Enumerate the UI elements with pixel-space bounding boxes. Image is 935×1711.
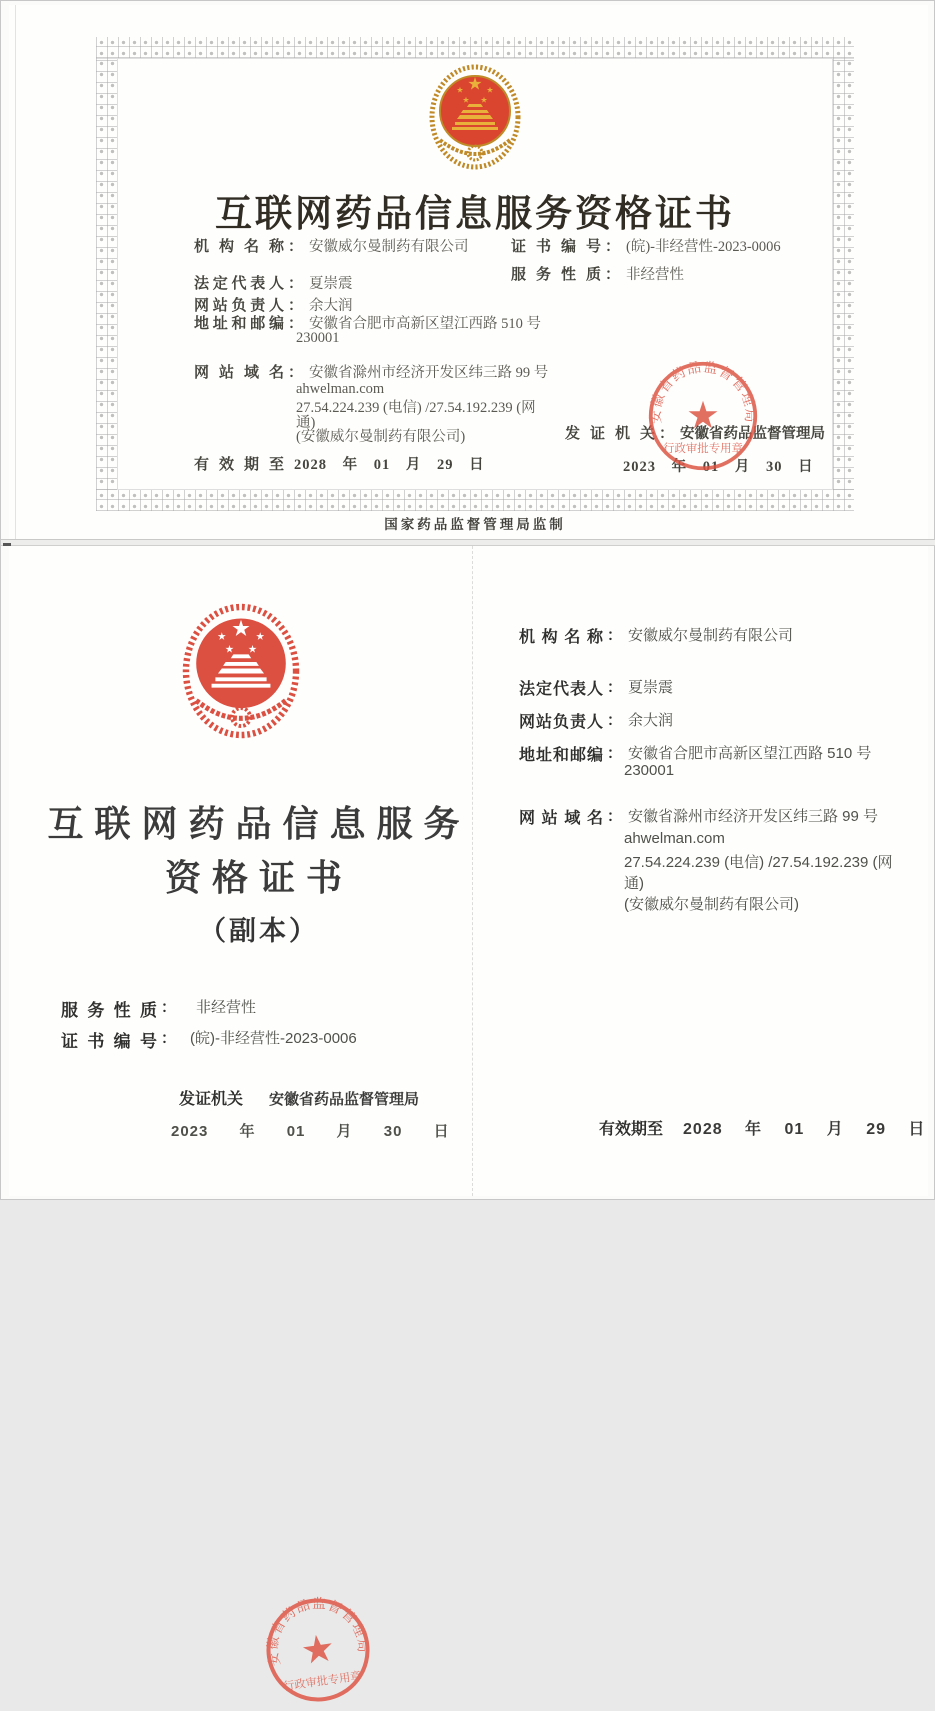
org-label: 机构名称: [519, 629, 603, 646]
national-emblem-icon: [425, 61, 525, 173]
domain-line3: 27.54.224.239 (电信) /27.54.192.239 (网: [624, 854, 893, 871]
domain-line4: 通): [296, 415, 316, 431]
domain-line2: ahwelman.com: [624, 830, 725, 847]
service-nature-label: 服务性质: [61, 1001, 157, 1020]
duplicate-title-line2: 资格证书: [164, 857, 353, 898]
valid-until-label: 有效期至: [599, 1121, 664, 1138]
webmaster-value: 余大润: [628, 712, 674, 729]
cert-no-label: 证书编号: [61, 1032, 157, 1051]
field-org: 机构名称 ： 安徽威尔曼制药有限公司: [519, 624, 793, 647]
issuing-authority-value: 安徽省药品监督管理局: [269, 1091, 420, 1108]
border-bottom: [96, 489, 854, 511]
field-address: 地址和邮编 ： 安徽省合肥市高新区望江西路 510 号: [519, 742, 871, 765]
field-issuing-authority: 发证机关 ： 安徽省药品监督管理局: [565, 422, 825, 443]
page-separator: [1, 539, 935, 546]
address-label: 地址和邮编: [194, 316, 284, 332]
cert-no-value: (皖)-非经营性-2023-0006: [190, 1030, 357, 1047]
domain-label: 网站域名: [519, 810, 603, 827]
domain-line5: (安徽威尔曼制药有限公司): [624, 896, 799, 913]
webmaster-label: 网站负责人: [194, 298, 284, 314]
duplicate-title-line1: 互联网药品信息服务: [47, 803, 471, 844]
legal-rep-value: 夏崇震: [309, 276, 353, 292]
valid-until-label: 有效期至: [194, 457, 284, 473]
address-line2: 230001: [296, 330, 340, 346]
valid-until-date: 2028 年 01 月 29 日: [683, 1121, 926, 1138]
domain-line1: 安徽省滁州市经济开发区纬三路 99 号: [628, 808, 879, 825]
cert-no-label: 证书编号: [511, 239, 601, 255]
field-cert-no: 证书编号 ： (皖)-非经营性-2023-0006: [61, 1027, 357, 1052]
domain-line5: (安徽威尔曼制药有限公司): [296, 429, 466, 445]
issue-date: 2023 年 01 月 30 日: [171, 1123, 450, 1140]
service-nature-value: 非经营性: [626, 267, 685, 283]
national-emblem-icon: [177, 598, 305, 744]
issuing-authority-value: 安徽省药品监督管理局: [680, 426, 826, 442]
field-service-nature: 服务性质 ： 非经营性: [61, 996, 256, 1021]
address-label: 地址和邮编: [519, 747, 603, 764]
seal-ring-text: 安徽省药品监督管理局: [264, 1595, 371, 1668]
field-address: 地址和邮编 ： 安徽省合肥市高新区望江西路 510 号: [194, 312, 541, 333]
issuing-authority-label: 发证机关: [565, 426, 655, 442]
field-issuing-authority: [179, 1086, 419, 1109]
service-nature-value: 非经营性: [196, 999, 257, 1016]
address-line2: 230001: [624, 762, 675, 779]
issuer-footer-caption: 国家药品监督管理局监制: [384, 517, 566, 532]
cert-no-value: (皖)-非经营性-2023-0006: [626, 239, 781, 255]
official-seal-stamp: [646, 359, 760, 473]
org-value: 安徽威尔曼制药有限公司: [309, 239, 469, 255]
webmaster-value: 余大润: [309, 298, 353, 314]
duplicate-subtitle: （副本）: [199, 916, 319, 946]
field-valid-until: [599, 1116, 925, 1139]
seal-sub-text: 行政审批专用章: [663, 443, 743, 456]
address-line1: 安徽省合肥市高新区望江西路 510 号: [628, 745, 872, 762]
border-left: [96, 58, 118, 490]
field-service-nature: 服务性质 ： 非经营性: [511, 263, 684, 284]
certificate-page-original: [9, 5, 928, 539]
field-legal-rep: 法定代表人 ： 夏崇震: [519, 676, 673, 699]
domain-line1: 安徽省滁州市经济开发区纬三路 99 号: [309, 365, 549, 381]
legal-rep-label: 法定代表人: [194, 276, 284, 292]
org-label: 机构名称: [194, 239, 284, 255]
field-org: 机构名称 ： 安徽威尔曼制药有限公司: [194, 235, 469, 256]
scan-artifact-line: [15, 5, 16, 539]
seal-sub-text: 行政审批专用章: [282, 1670, 363, 1694]
border-right: [832, 58, 854, 490]
legal-rep-value: 夏崇震: [628, 679, 674, 696]
field-webmaster: 网站负责人 ： 余大润: [194, 294, 353, 315]
domain-label: 网站域名: [194, 365, 284, 381]
domain-line4: 通): [624, 875, 644, 892]
legal-rep-label: 法定代表人: [519, 681, 603, 698]
field-domain: 网站域名 ： 安徽省滁州市经济开发区纬三路 99 号: [194, 361, 548, 382]
field-cert-no: 证书编号 ： (皖)-非经营性-2023-0006: [511, 235, 781, 256]
org-value: 安徽威尔曼制药有限公司: [628, 627, 794, 644]
certificate-page-duplicate: [9, 546, 928, 1694]
official-seal-stamp: [257, 1589, 379, 1711]
certificate-title: 互联网药品信息服务资格证书: [215, 194, 735, 235]
domain-line3: 27.54.224.239 (电信) /27.54.192.239 (网: [296, 400, 536, 416]
seal-ring-text: 安徽省药品监督管理局: [648, 359, 758, 425]
field-legal-rep: 法定代表人 ： 夏崇震: [194, 272, 353, 293]
field-webmaster: 网站负责人 ： 余大润: [519, 709, 673, 732]
issue-date: 2023 年 01 月 30 日: [623, 459, 814, 475]
webmaster-label: 网站负责人: [519, 714, 603, 731]
field-valid-until: [194, 453, 485, 474]
valid-until-date: 2028 年 01 月 29 日: [294, 457, 485, 473]
field-domain: 网站域名 ： 安徽省滁州市经济开发区纬三路 99 号: [519, 805, 878, 828]
service-nature-label: 服务性质: [511, 267, 601, 283]
address-line1: 安徽省合肥市高新区望江西路 510 号: [309, 316, 542, 332]
domain-line2: ahwelman.com: [296, 381, 385, 397]
border-top: [96, 37, 854, 59]
issuing-authority-label: 发证机关: [179, 1091, 244, 1108]
